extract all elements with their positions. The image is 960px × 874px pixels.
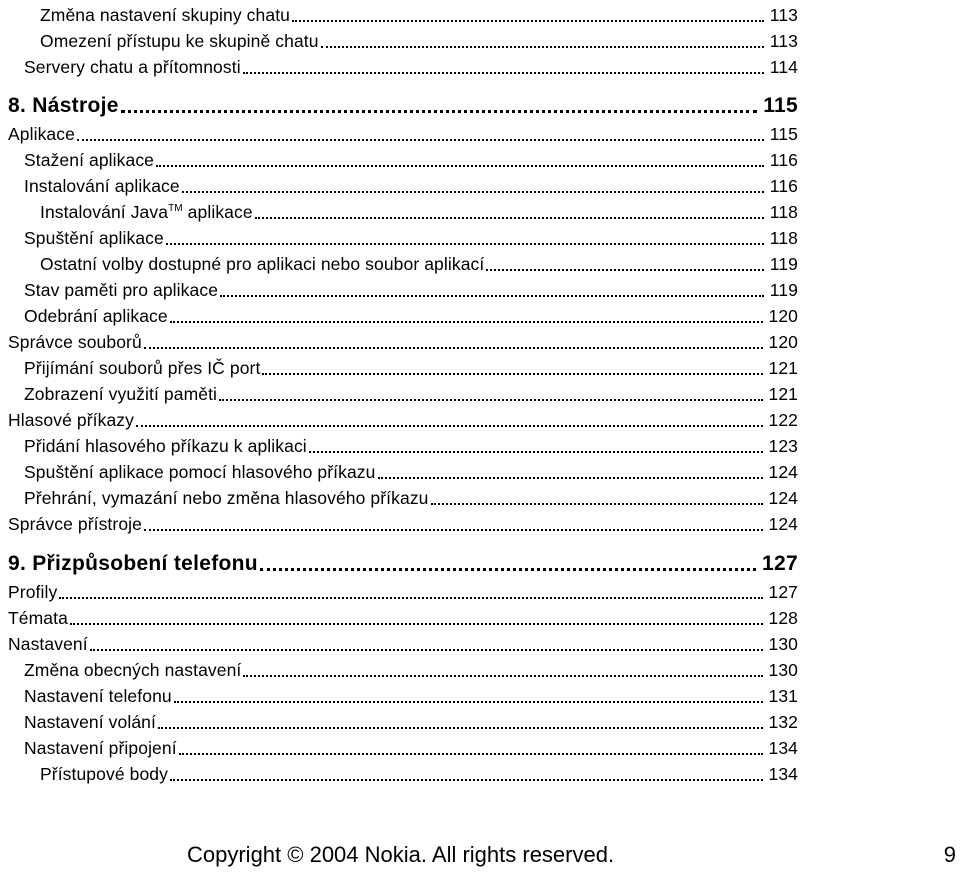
toc-entry-title: Nastavení připojení: [24, 738, 177, 758]
dot-leader: [166, 241, 764, 245]
toc-entry-title: Profily: [8, 582, 58, 602]
dot-leader: [262, 371, 762, 375]
toc-entry-title: Servery chatu a přítomnosti: [24, 57, 241, 77]
trademark-superscript: TM: [168, 203, 183, 215]
toc-page-number: 128: [768, 608, 798, 628]
toc-page-number: 115: [763, 94, 798, 117]
toc-entry: [0, 26, 798, 52]
toc-entry: [0, 119, 798, 145]
toc-entry: [0, 0, 798, 26]
dot-leader: [158, 725, 763, 729]
toc-entry: [0, 759, 798, 785]
dot-leader: [59, 595, 762, 599]
toc-page-number: 115: [769, 124, 798, 144]
toc-entry-title: Stav paměti pro aplikace: [24, 280, 219, 300]
toc-page-number: 119: [769, 254, 798, 274]
toc-entry-title: Správce souborů: [8, 332, 142, 352]
toc-entry: [0, 629, 798, 655]
dot-leader: [219, 397, 762, 401]
toc-entry: [0, 145, 798, 171]
toc-entry: [0, 275, 798, 301]
toc-entry: [0, 405, 798, 431]
toc-entry: [0, 483, 798, 509]
toc-entry: [0, 707, 798, 733]
toc-entry-title: Aplikace: [8, 124, 75, 144]
toc-entry: [0, 197, 798, 223]
dot-leader: [77, 137, 764, 141]
toc-entry-title: 8. Nástroje: [8, 94, 119, 117]
toc-entry-title: Spuštění aplikace pomocí hlasového příkazu: [24, 462, 376, 482]
toc-entry-title: Instalování Java™ aplikace: [40, 202, 253, 222]
toc-page-number: 131: [768, 686, 798, 706]
toc-entry-title: Nastavení volání: [24, 712, 156, 732]
toc-page-number: 124: [768, 462, 798, 482]
toc-entry: [0, 733, 798, 759]
toc-page-number: 130: [768, 634, 798, 654]
toc-entry-title: 9. Přizpůsobení telefonu: [8, 552, 258, 575]
dot-leader: [309, 449, 763, 453]
dot-leader: [486, 267, 763, 271]
toc-entry: [0, 379, 798, 405]
toc-entry-title: Témata: [8, 608, 68, 628]
page-footer: [0, 842, 960, 872]
toc-page-number: 130: [768, 660, 798, 680]
dot-leader: [292, 18, 764, 22]
toc-entry-title: Hlasové příkazy: [8, 410, 134, 430]
dot-leader: [243, 673, 762, 677]
dot-leader: [179, 751, 763, 755]
toc-page-number: 132: [768, 712, 798, 732]
toc-page-number: 118: [769, 228, 798, 248]
copyright-notice: Copyright © 2004 Nokia. All rights reserved.: [187, 842, 615, 867]
toc-page-number: 123: [768, 436, 798, 456]
toc-entry-title: Správce přístroje: [8, 514, 142, 534]
toc-entry: [0, 171, 798, 197]
toc-page-number: 121: [768, 384, 798, 404]
dot-leader: [144, 345, 763, 349]
dot-leader: [182, 189, 764, 193]
toc-entry: [0, 52, 798, 78]
toc-chapter-heading: [0, 91, 798, 117]
toc-entry-title: Změna nastavení skupiny chatu: [40, 5, 290, 25]
toc-page-number: 122: [768, 410, 798, 430]
toc-page-number: 113: [769, 5, 798, 25]
dot-leader: [220, 293, 764, 297]
toc-entry: [0, 249, 798, 275]
toc-entry: [0, 655, 798, 681]
toc-page-number: 127: [762, 552, 798, 575]
dot-leader: [136, 423, 763, 427]
toc-page-number: 134: [768, 738, 798, 758]
dot-leader: [378, 475, 763, 479]
toc-entry-title: Nastavení: [8, 634, 88, 654]
toc-page-number: 116: [769, 150, 798, 170]
dot-leader: [70, 621, 763, 625]
dot-leader: [260, 566, 756, 571]
toc-entry-title: Nastavení telefonu: [24, 686, 172, 706]
toc-entry-title: Přístupové body: [40, 764, 168, 784]
toc-entry-title: Přidání hlasového příkazu k aplikaci: [24, 436, 307, 456]
toc-entry-title: Instalování aplikace: [24, 176, 180, 196]
toc-entry-title: Omezení přístupu ke skupině chatu: [40, 31, 319, 51]
toc-entry: [0, 509, 798, 535]
toc-chapter-heading: [0, 549, 798, 575]
dot-leader: [121, 108, 758, 113]
toc-page-number: 124: [768, 514, 798, 534]
toc-page-number: 118: [769, 202, 798, 222]
toc-page-number: 121: [768, 358, 798, 378]
toc-page-number: 114: [769, 57, 798, 77]
toc-entry-title: Změna obecných nastavení: [24, 660, 242, 680]
dot-leader: [170, 319, 763, 323]
toc-page-number: 120: [768, 332, 798, 352]
toc-entry-title: Ostatní volby dostupné pro aplikaci nebo soubor aplikací: [40, 254, 485, 274]
toc-page-number: 120: [768, 306, 798, 326]
toc-page-number: 124: [768, 488, 798, 508]
toc-page-number: 113: [769, 31, 798, 51]
dot-leader: [90, 647, 763, 651]
toc-page-number: 134: [768, 764, 798, 784]
toc-entry: [0, 603, 798, 629]
toc-entry-title: Přehrání, vymazání nebo změna hlasového příkazu: [24, 488, 429, 508]
dot-leader: [144, 527, 763, 531]
dot-leader: [255, 215, 764, 219]
dot-leader: [170, 777, 763, 781]
page-number: 9: [943, 842, 956, 867]
toc-entry: [0, 327, 798, 353]
toc-entry: [0, 681, 798, 707]
toc-page-number: 119: [769, 280, 798, 300]
dot-leader: [174, 699, 763, 703]
toc-entry-title: Zobrazení využití paměti: [24, 384, 218, 404]
toc-entry: [0, 577, 798, 603]
toc-entry-title: Odebrání aplikace: [24, 306, 168, 326]
toc-entry: [0, 301, 798, 327]
dot-leader: [321, 44, 764, 48]
toc-entry: [0, 431, 798, 457]
toc-entry-title: Stažení aplikace: [24, 150, 155, 170]
dot-leader: [431, 501, 763, 505]
dot-leader: [156, 163, 764, 167]
toc-entry: [0, 223, 798, 249]
toc-page-number: 116: [769, 176, 798, 196]
toc-page-number: 127: [768, 582, 798, 602]
toc-entry: [0, 353, 798, 379]
toc-entry: [0, 457, 798, 483]
dot-leader: [243, 70, 764, 74]
toc-entry-title: Spuštění aplikace: [24, 228, 164, 248]
toc-entry-title: Přijímání souborů přes IČ port: [24, 358, 261, 378]
